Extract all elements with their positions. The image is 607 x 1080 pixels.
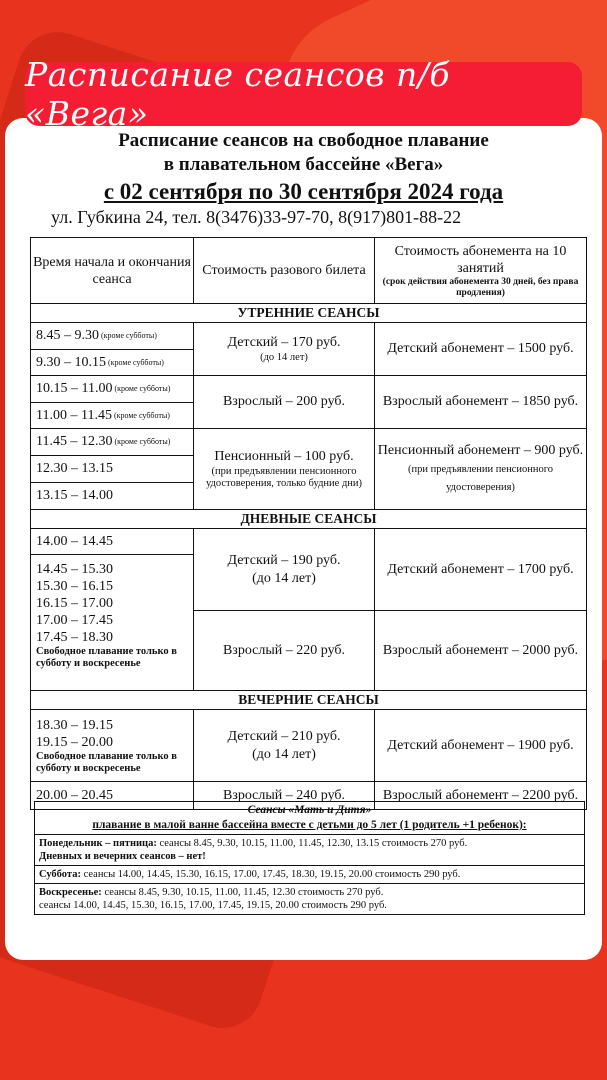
address: ул. Губкина 24, тел. 8(3476)33-97-70, 8(917)801-88-22 [51, 207, 462, 227]
sub-child-day: Детский абонемент – 1700 руб. [375, 529, 587, 611]
mother-child-box [34, 801, 585, 915]
sub-child-morning: Детский абонемент – 1500 руб. [375, 323, 587, 376]
schedule-card [5, 118, 602, 960]
price-adult-day: Взрослый – 220 руб. [194, 611, 375, 691]
sub-adult-morning: Взрослый абонемент – 1850 руб. [375, 376, 587, 429]
sunday-row: Воскресенье: сеансы 8.45, 9.30, 10.15, 11.00, 11.45, 12.30 стоимость 270 руб. сеансы 14.00, 14.45, 15.30, 16.15, 17.00, 17.45, 19.15, 20.00 стоимость 290 руб. [35, 883, 584, 914]
sub-adult-evening: Взрослый абонемент – 2200 руб. [375, 782, 587, 810]
weekdays-row: Понедельник – пятница: сеансы 8.45, 9.30, 10.15, 11.00, 11.45, 12.30, 13.15 стоимость 270 руб. Дневных и вечерних сеансов – нет! [35, 834, 584, 865]
day-times: 14.45 – 15.30 15.30 – 16.15 16.15 – 17.00 17.00 – 17.45 17.45 – 18.30 Свободное плавание только в субботу и воскресенье [31, 555, 194, 691]
section-day: ДНЕВНЫЕ СЕАНСЫ [31, 510, 587, 529]
price-child-evening: Детский – 210 руб. (до 14 лет) [194, 710, 375, 782]
col-time-header: Время начала и окончания сеанса [31, 238, 194, 304]
time-row: 9.30 – 10.15 (кроме субботы) [31, 350, 194, 376]
price-child-day: Детский – 190 руб. (до 14 лет) [194, 529, 375, 611]
col-single-header: Стоимость разового билета [194, 238, 375, 304]
time-row: 20.00 – 20.45 [31, 782, 194, 810]
saturday-row: Суббота: сеансы 14.00, 14.45, 15.30, 16.15, 17.00, 17.45, 18.30, 19.15, 20.00 стоимость 290 руб. [35, 865, 584, 883]
mother-child-title: Сеансы «Мать и Дитя» [247, 804, 372, 816]
header-period: с 02 сентября по 30 сентября 2024 года [103, 179, 504, 204]
time-row: 14.00 – 14.45 [31, 529, 194, 555]
col-subscription-header: Стоимость абонемента на 10 занятий (срок действия абонемента 30 дней, без права продления) [375, 238, 587, 304]
evening-times: 18.30 – 19.15 19.15 – 20.00 Свободное плавание только в субботу и воскресенье [31, 710, 194, 782]
sub-pension-morning: Пенсионный абонемент – 900 руб. (при предъявлении пенсионного удостоверения) [375, 429, 587, 510]
mother-child-subtitle: плавание в малой ванне бассейна вместе с детьми до 5 лет (1 родитель +1 ребенок): [92, 819, 527, 831]
schedule-table [30, 237, 587, 810]
sub-adult-day: Взрослый абонемент – 2000 руб. [375, 611, 587, 691]
price-adult-morning: Взрослый – 200 руб. [194, 376, 375, 429]
time-row: 10.15 – 11.00 (кроме субботы) [31, 376, 194, 403]
header-line-2: в плавательном бассейне «Вега» [163, 154, 444, 175]
price-child-morning: Детский – 170 руб. (до 14 лет) [194, 323, 375, 376]
time-row: 8.45 – 9.30 (кроме субботы) [31, 323, 194, 350]
time-row: 11.00 – 11.45 (кроме субботы) [31, 403, 194, 429]
sub-child-evening: Детский абонемент – 1900 руб. [375, 710, 587, 782]
header-line-1: Расписание сеансов на свободное плавание [118, 130, 489, 151]
section-evening: ВЕЧЕРНИЕ СЕАНСЫ [31, 691, 587, 710]
title-banner: Расписание сеансов п/б «Вега» [25, 62, 582, 126]
time-row: 12.30 – 13.15 [31, 456, 194, 483]
price-pension-morning: Пенсионный – 100 руб. (при предъявлении пенсионного удостоверения, только будние дни) [194, 429, 375, 510]
time-row: 13.15 – 14.00 [31, 483, 194, 510]
price-adult-evening: Взрослый – 240 руб. [194, 782, 375, 810]
time-row: 11.45 – 12.30 (кроме субботы) [31, 429, 194, 456]
section-morning: УТРЕННИЕ СЕАНСЫ [31, 304, 587, 323]
